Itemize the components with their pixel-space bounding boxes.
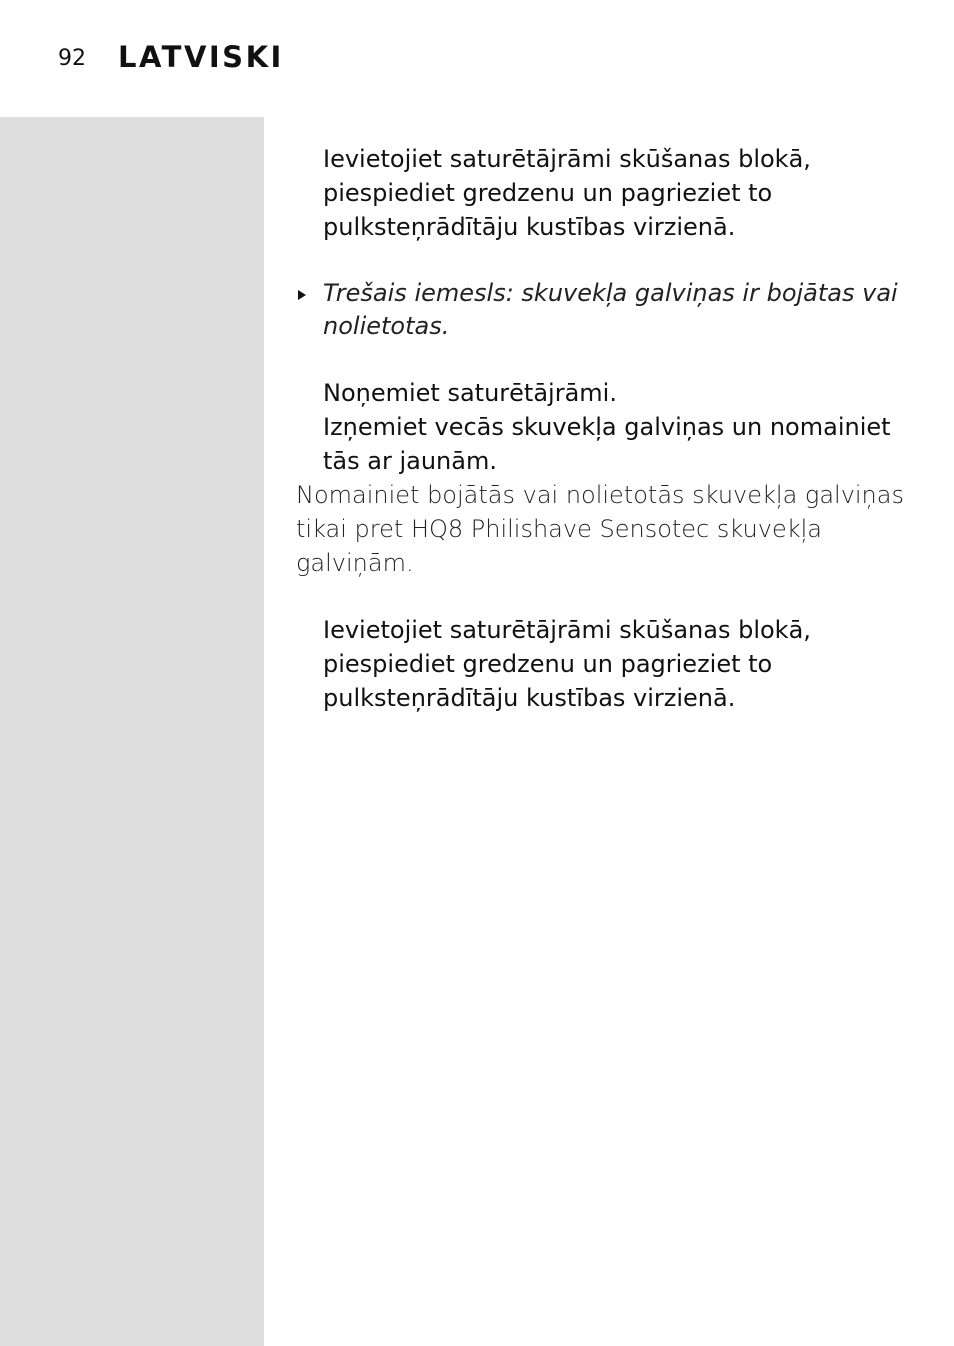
step-line: Izņemiet vecās skuvekļa galviņas un nomainiet xyxy=(323,413,891,441)
cause-line: nolietotas. xyxy=(323,312,450,340)
note-line: galviņām. xyxy=(296,549,414,577)
step-line: piespiediet gredzenu un pagrieziet to xyxy=(323,650,773,678)
step-remove-frame xyxy=(323,376,916,410)
step-line: Ievietojiet saturētājrāmi skūšanas blokā, xyxy=(323,145,811,173)
step-line: piespiediet gredzenu un pagrieziet to xyxy=(323,179,773,207)
step-line: Noņemiet saturētājrāmi. xyxy=(323,379,617,407)
main-content xyxy=(296,142,916,715)
step-insert-frame-1 xyxy=(323,142,916,244)
step-line: pulksteņrādītāju kustības virzienā. xyxy=(323,213,736,241)
step-line: tās ar jaunām. xyxy=(323,447,497,475)
note-line: tikai pret HQ8 Philishave Sensotec skuvekļa xyxy=(296,515,822,543)
side-panel xyxy=(0,117,264,1346)
cause-line: Trešais iemesls: skuvekļa galviņas ir bojātas vai xyxy=(323,279,898,307)
section-title: LATVISKI xyxy=(118,40,284,74)
bullet-arrow-icon xyxy=(298,290,306,300)
step-line: pulksteņrādītāju kustības virzienā. xyxy=(323,684,736,712)
step-line: Ievietojiet saturētājrāmi skūšanas blokā, xyxy=(323,616,811,644)
note-line: Nomainiet bojātās vai nolietotās skuvekļa galviņas xyxy=(296,481,904,509)
page-number: 92 xyxy=(58,46,86,71)
cause-three xyxy=(296,277,916,343)
step-insert-frame-2 xyxy=(323,613,916,715)
step-replace-heads xyxy=(323,410,916,478)
replacement-note xyxy=(296,478,916,580)
